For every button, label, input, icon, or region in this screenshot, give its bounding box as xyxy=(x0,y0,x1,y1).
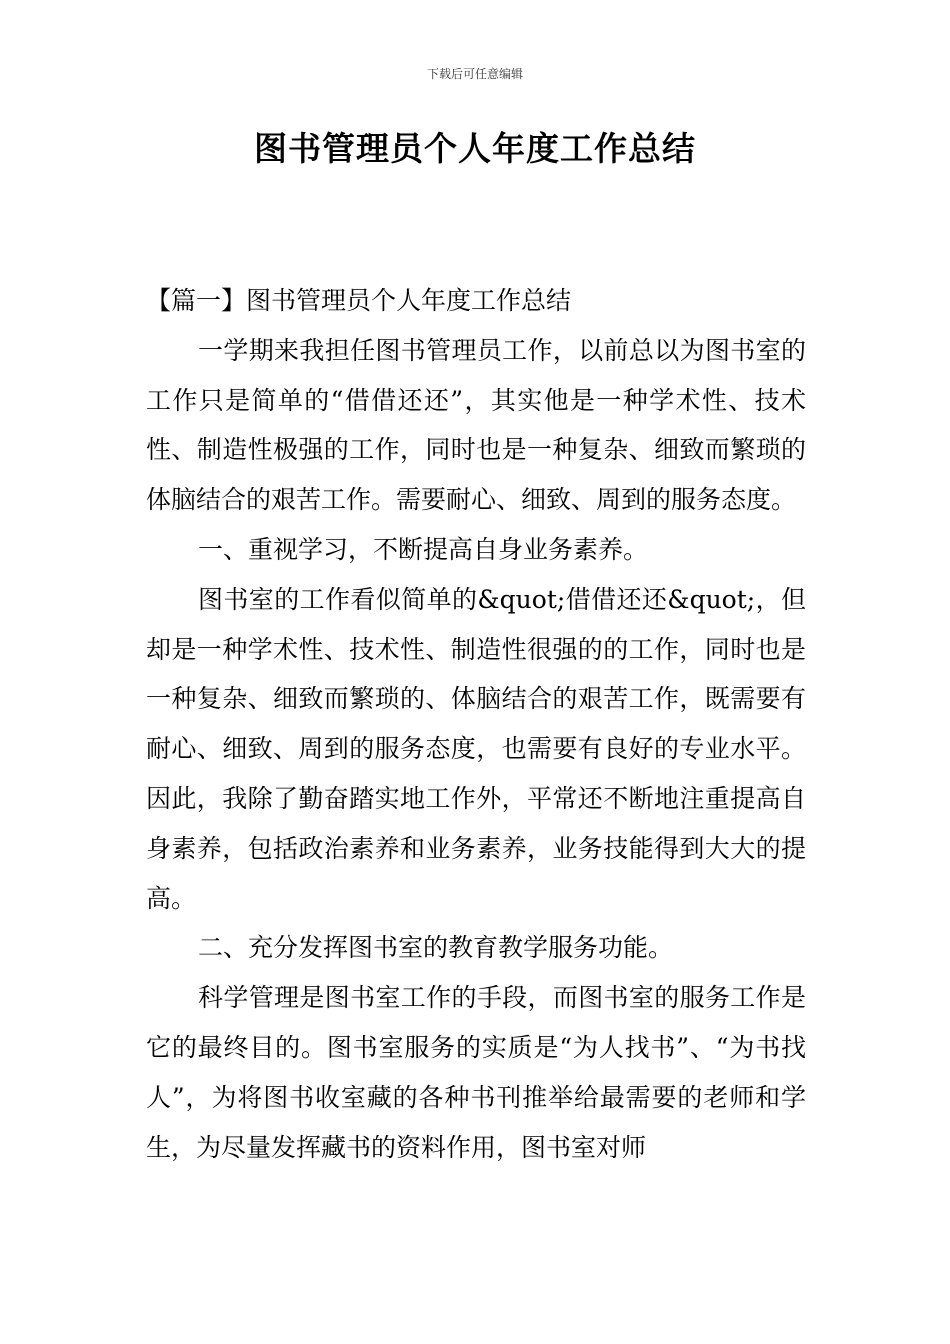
header-note: 下载后可任意编辑 xyxy=(426,67,523,81)
document-body xyxy=(146,276,806,1172)
document-title: 图书管理员个人年度工作总结 xyxy=(254,129,696,168)
body-paragraph: 一、重视学习，不断提高自身业务素养。 xyxy=(198,534,649,564)
body-paragraph: 二、充分发挥图书室的教育教学服务功能。 xyxy=(198,933,674,963)
body-paragraph: 科学管理是图书室工作的手段，而图书室的服务工作是它的最终目的。图书室服务的实质是“为人找书”、“为书找人”，为将图书收室藏的各种书刊推举给最需要的老师和学生，为尽量发挥藏书的资料作用，图书室对师 xyxy=(146,983,806,1162)
body-paragraph: 一学期来我担任图书管理员工作，以前总以为图书室的工作只是简单的“借借还还”，其实他是一种学术性、技术性、制造性极强的工作，同时也是一种复杂、细致而繁琐的体脑结合的艰苦工作。需要耐心、细致、周到的服务态度。 xyxy=(146,335,806,515)
body-paragraph: 【篇一】图书管理员个人年度工作总结 xyxy=(146,286,572,315)
body-paragraph: 图书室的工作看似简单的&quot;借借还还&quot;，但却是一种学术性、技术性、制造性很强的的工作，同时也是一种复杂、细致而繁琐的、体脑结合的艰苦工作，既需要有耐心、细致、周到的服务态度，也需要有良好的专业水平。因此，我除了勤奋踏实地工作外，平常还不断地注重提高自身素养，包括政治素养和业务素养，业务技能得到大大的提高。 xyxy=(146,584,806,913)
